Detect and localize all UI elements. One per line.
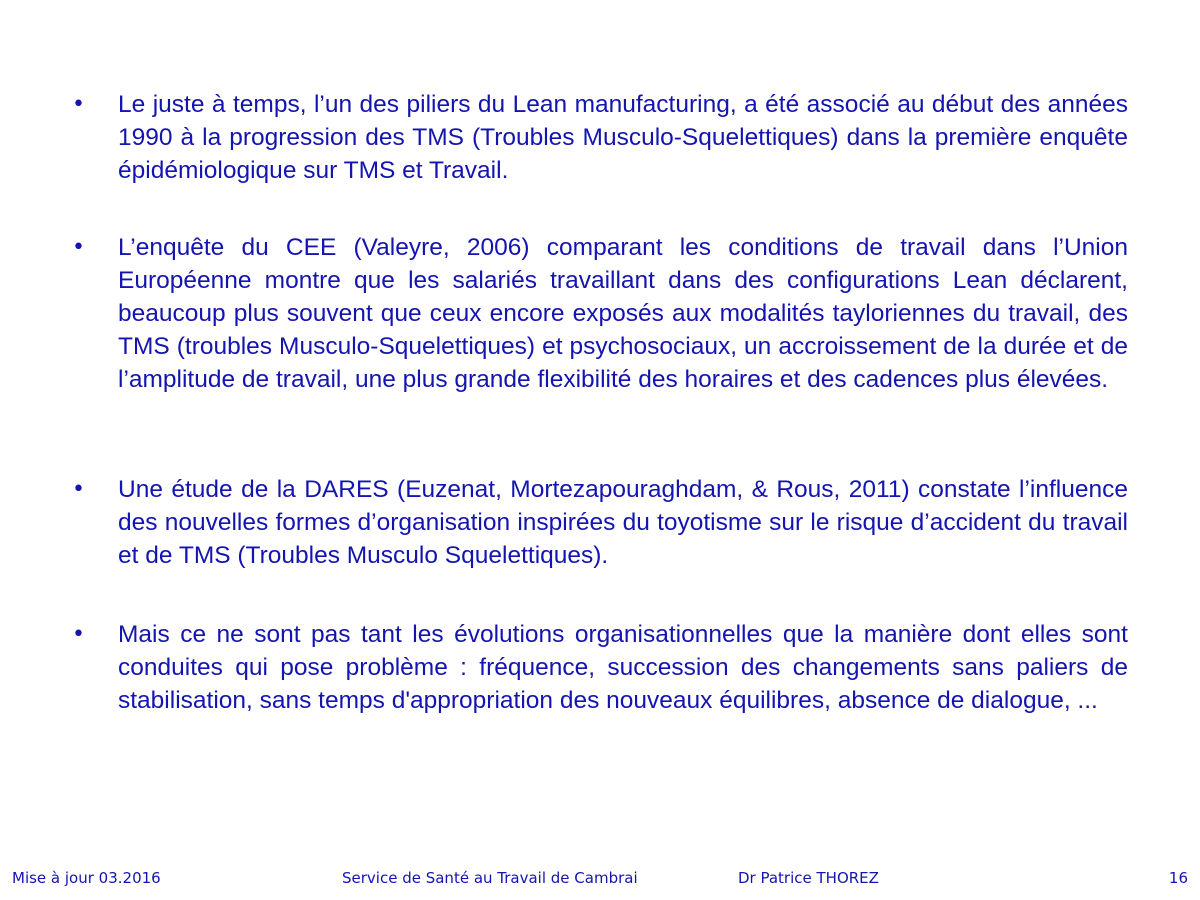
footer-service: Service de Santé au Travail de Cambrai — [342, 869, 638, 887]
footer-date: Mise à jour 03.2016 — [12, 869, 161, 887]
bullet-text: L’enquête du CEE (Valeyre, 2006) comparant les conditions de travail dans l’Union Européenne montre que les salariés travaillant dans des configurations Lean déclarent, beaucoup plus souvent que ceux encore exposés aux modalités tayloriennes du travail, des TMS (troubles Musculo-Squelettiques) et psychosociaux, un accroissement de la durée et de l’amplitude de travail, une plus grande flexibilité des horaires et des cadences plus élevées. — [118, 234, 1128, 393]
page-number: 16 — [1168, 869, 1188, 887]
slide-footer — [0, 866, 1200, 890]
bullet-icon: • — [72, 92, 85, 117]
bullet-text: Le juste à temps, l’un des piliers du Lean manufacturing, a été associé au début des années 1990 à la progression des TMS (Troubles Musculo-Squelettiques) dans la première enquête épidémiologique sur TMS et Travail. — [118, 91, 1128, 184]
bullet-item — [72, 618, 1128, 717]
bullet-text: Une étude de la DARES (Euzenat, Mortezapouraghdam, & Rous, 2011) constate l’influence des nouvelles formes d’organisation inspirées du toyotisme sur le risque d’accident du travail et de TMS (Troubles Musculo Squelettiques). — [118, 476, 1128, 569]
bullet-item — [72, 473, 1128, 572]
bullet-item — [72, 231, 1128, 396]
footer-author: Dr Patrice THOREZ — [738, 869, 879, 887]
bullet-icon: • — [72, 235, 85, 260]
bullet-icon: • — [72, 622, 85, 647]
bullet-text: Mais ce ne sont pas tant les évolutions organisationnelles que la manière dont elles sont conduites qui pose problème : fréquence, succession des changements sans paliers de stabilisation, sans temps d'appropriation des nouveaux équilibres, absence de dialogue, ... — [118, 621, 1128, 714]
bullet-icon: • — [72, 477, 85, 502]
bullet-item — [72, 88, 1128, 187]
